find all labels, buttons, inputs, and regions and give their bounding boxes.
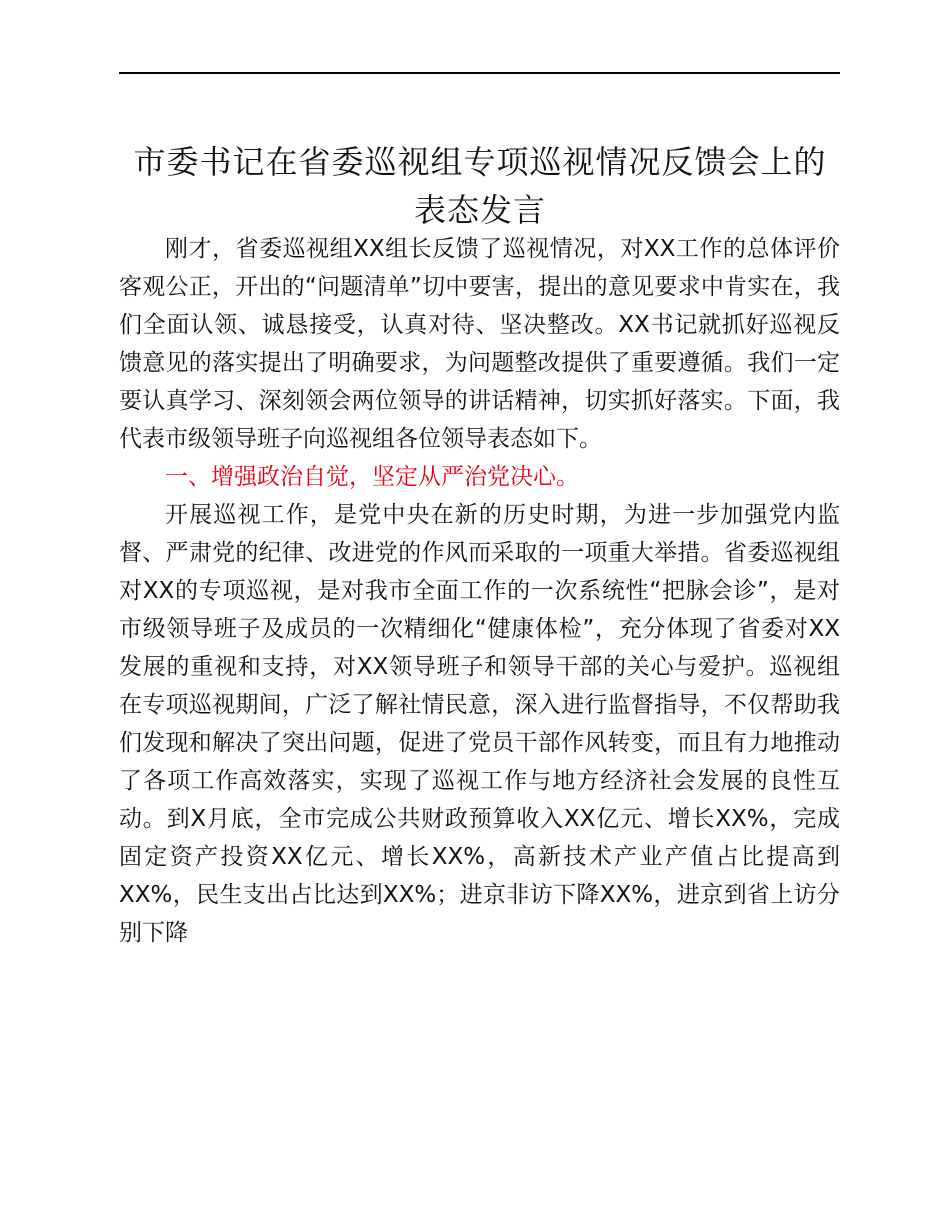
- header-rule: [119, 72, 840, 74]
- title-line-1: 市委书记在省委巡视组专项巡视情况反馈会上的: [133, 143, 827, 181]
- section-heading-1: 一、增强政治自觉，坚定从严治党决心。: [165, 464, 579, 490]
- document-body: [119, 230, 840, 952]
- paragraph-intro: 刚才，省委巡视组XX组长反馈了巡视情况，对XX工作的总体评价客观公正，开出的“问题清单”切中要害，提出的意见要求中肯实在，我们全面认领、诚恳接受，认真对待、坚决整改。XX书记就抓好巡视反馈意见的落实提出了明确要求，为问题整改提供了重要遵循。我们一定要认真学习、深刻领会两位领导的讲话精神，切实抓好落实。下面，我代表市级领导班子向巡视组各位领导表态如下。: [119, 236, 840, 452]
- title-line-2: 表态发言: [413, 191, 546, 229]
- document-title: [110, 138, 850, 234]
- paragraph-section-1: 开展巡视工作，是党中央在新的历史时期，为进一步加强党内监督、严肃党的纪律、改进党的作风而采取的一项重大举措。省委巡视组对XX的专项巡视，是对我市全面工作的一次系统性“把脉会诊”，是对市级领导班子及成员的一次精细化“健康体检”，充分体现了省委对XX发展的重视和支持，对XX领导班子和领导干部的关心与爱护。巡视组在专项巡视期间，广泛了解社情民意，深入进行监督指导，不仅帮助我们发现和解决了突出问题，促进了党员干部作风转变，而且有力地推动了各项工作高效落实，实现了巡视工作与地方经济社会发展的良性互动。到X月底，全市完成公共财政预算收入XX亿元、增长XX%，完成固定资产投资XX亿元、增长XX%，高新技术产业产值占比提高到XX%，民生支出占比达到XX%；进京非访下降XX%，进京到省上访分别下降: [119, 502, 840, 946]
